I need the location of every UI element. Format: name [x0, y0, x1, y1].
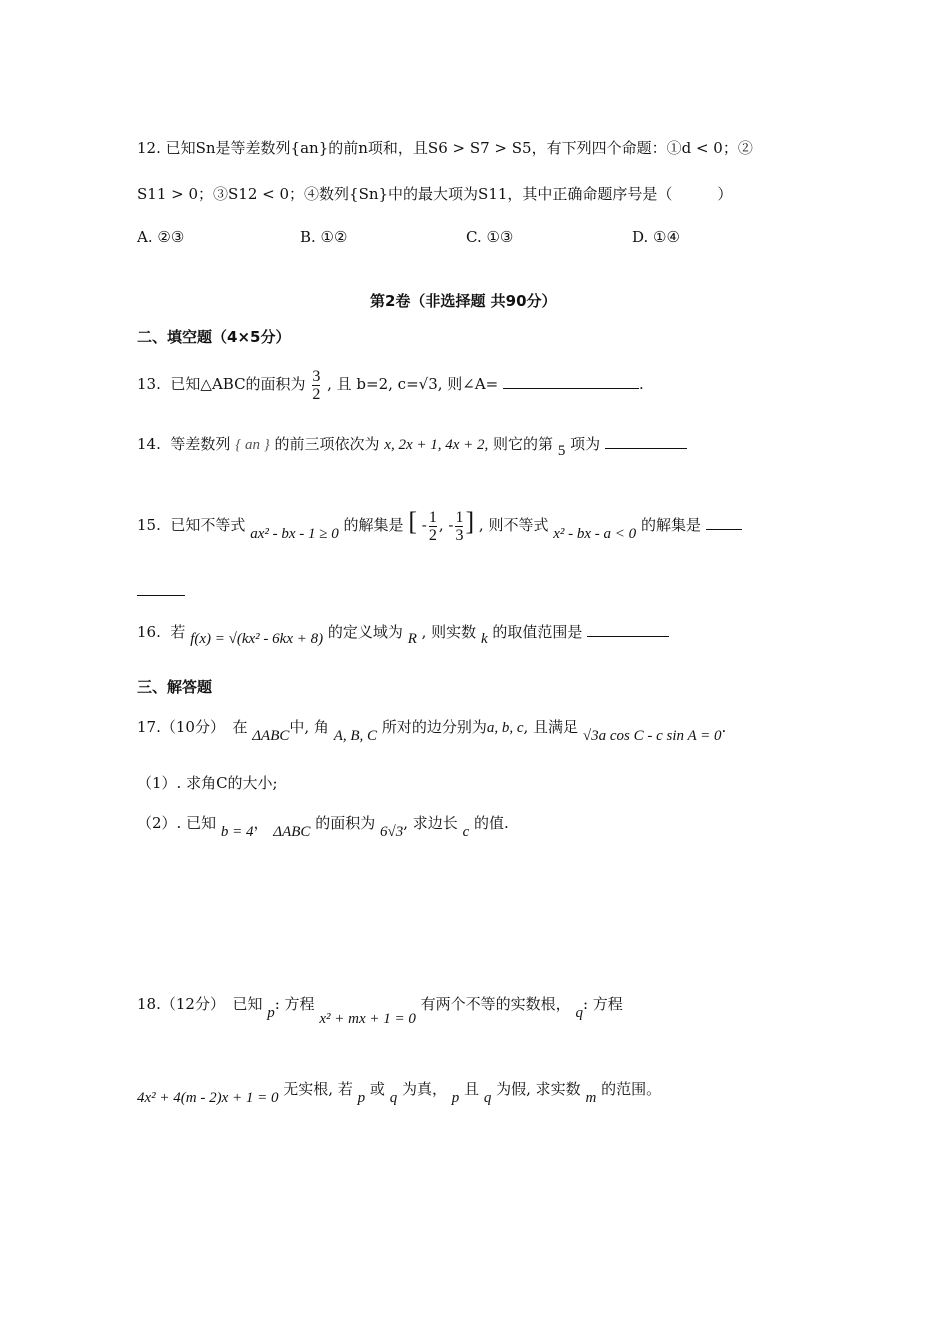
- q18-t5: 或: [369, 1080, 385, 1098]
- q16-text3: , 则实数: [421, 623, 477, 641]
- q16-text2: 的定义域为: [327, 623, 403, 641]
- q13-number: 13.: [137, 375, 161, 393]
- q17-t1: 中, 角: [289, 718, 329, 736]
- q16: [137, 620, 669, 647]
- q14-text1: 等差数列: [170, 435, 231, 453]
- q15-number: 15.: [137, 516, 161, 534]
- q16-function: f(x) = √(kx² - 6kx + 8): [190, 631, 324, 647]
- q16-text1: 若: [170, 623, 186, 641]
- q15-text1: 已知不等式: [170, 516, 246, 534]
- q14-five: 5: [557, 443, 566, 459]
- q17-sides: a, b, c: [486, 720, 524, 736]
- q18-t2: 有两个不等的实数根，: [420, 995, 571, 1013]
- q13-frac-top: 3: [312, 367, 321, 385]
- answer-heading: 三、解答题: [137, 678, 213, 696]
- q14-text3: 则它的第: [493, 435, 554, 453]
- q15: 15. 已知不等式 ax² - bx - 1 ≥ 0 的解集是 [ - $\frac{1}{2}$ , - $\frac{1}{3}$ ] , 则不等式 x² - bx - a < 0 的解集是: [137, 498, 742, 550]
- q15-frac-a-bot: 2: [428, 526, 437, 544]
- q16-R: R: [407, 631, 417, 647]
- q14: [137, 432, 687, 459]
- q15-interval: [: [408, 507, 417, 536]
- q17-p2-a: （2）. 已知: [137, 814, 217, 832]
- q18-t8: 为假, 求实数: [496, 1080, 581, 1098]
- q17-head: 17.（10分） 在: [137, 718, 248, 736]
- q14-answer-blank[interactable]: [605, 432, 687, 449]
- q15-frac-b: [455, 509, 463, 544]
- q13-pre: 已知△ABC的面积为: [170, 375, 306, 393]
- q13-end: .: [639, 375, 644, 393]
- q17-p2-c: ，: [253, 814, 269, 832]
- q14-terms: x, 2x + 1, 4x + 2,: [384, 437, 489, 453]
- q18-head: 18.（12分） 已知: [137, 995, 263, 1013]
- q16-text4: 的取值范围是: [492, 623, 583, 641]
- q15-text3: , 则不等式: [478, 516, 549, 534]
- q18-t4: 无实根, 若: [283, 1080, 353, 1098]
- q13-fraction: [312, 368, 320, 403]
- q16-answer-blank[interactable]: [587, 620, 669, 637]
- q16-k: k: [480, 631, 488, 647]
- q17-p2-g: , 求边长: [403, 814, 458, 832]
- q12-line2: [137, 183, 732, 205]
- q17-p2-h: c: [462, 824, 470, 840]
- q12-line1-text: 12. 已知Sn是等差数列{an}的前n项和，且S6 > S7 > S5，有下列四个命题：①d < 0；②: [137, 139, 753, 157]
- q15-frac-b-bot: 3: [455, 526, 464, 544]
- q17-p2-b: b = 4: [220, 824, 254, 840]
- q18-t7: 且: [464, 1080, 480, 1098]
- q18-q-3: q: [483, 1090, 492, 1106]
- q15-frac-a-top: 1: [428, 508, 437, 526]
- q15-text2: 的解集是: [343, 516, 404, 534]
- q14-text4: 项为: [570, 435, 601, 453]
- q12-option-b: B. ①②: [300, 228, 348, 246]
- q13-answer-blank[interactable]: [503, 372, 639, 389]
- q17-p2-e: 的面积为: [315, 814, 376, 832]
- q17-t3: , 且满足: [523, 718, 579, 736]
- q14-sequence: { an }: [235, 437, 270, 453]
- q18-line2: [137, 1078, 662, 1106]
- q17-end: .: [721, 718, 727, 736]
- q17-triangle: ΔABC: [252, 728, 290, 744]
- q18-p-3: p: [451, 1090, 460, 1106]
- q18-equation-2: 4x² + 4(m - 2)x + 1 = 0: [137, 1090, 279, 1106]
- q14-number: 14.: [137, 435, 161, 453]
- q17-p2-i: 的值.: [474, 814, 509, 832]
- q18-t3: : 方程: [582, 995, 623, 1013]
- q15-answer-blank-b[interactable]: [137, 595, 185, 596]
- q17-stem: [137, 716, 727, 744]
- q15-inequality-1: ax² - bx - 1 ≥ 0: [250, 526, 339, 542]
- q15-inequality-2: x² - bx - a < 0: [553, 526, 637, 542]
- q18-q: q: [575, 1005, 583, 1021]
- q18-t6: 为真，: [401, 1080, 447, 1098]
- q17-t2: 所对的边分别为: [381, 718, 487, 736]
- q18-p-2: p: [357, 1090, 366, 1106]
- q17-angles: A, B, C: [333, 728, 378, 744]
- q18-q-2: q: [389, 1090, 398, 1106]
- q18-m: m: [585, 1090, 597, 1106]
- q17-p2-f: 6√3: [380, 824, 404, 840]
- q12-option-c: C. ①③: [466, 228, 514, 246]
- q18-p: p: [267, 1005, 275, 1021]
- q17-part1: （1）. 求角C的大小;: [137, 774, 278, 792]
- q13-frac-bot: 2: [312, 385, 321, 403]
- q13-post: , 且 b=2, c=√3, 则∠A=: [327, 375, 499, 393]
- q17-equation: √3a cos C - c sin A = 0: [582, 728, 722, 744]
- q13: [137, 362, 644, 406]
- q17-p2-d: ΔABC: [273, 824, 311, 840]
- q15-text4: 的解集是: [640, 516, 701, 534]
- q12-line1: [137, 137, 753, 159]
- q12-option-d: D. ①④: [632, 228, 680, 246]
- q12-option-a: A. ②③: [137, 228, 185, 246]
- q16-number: 16.: [137, 623, 161, 641]
- q18-t1: : 方程: [274, 995, 315, 1013]
- q17-part2: [137, 812, 509, 840]
- q12-line2-text: S11 > 0；③S12 < 0；④数列{Sn}中的最大项为S11，其中正确命题序号是（ ）: [137, 185, 733, 203]
- q18-line1: [137, 993, 623, 1027]
- q15-answer-blank-a[interactable]: [706, 513, 742, 530]
- q18-t9: 的范围。: [601, 1080, 662, 1098]
- q15-frac-a: [429, 509, 437, 544]
- q14-text2: 的前三项依次为: [274, 435, 380, 453]
- q15-frac-b-top: 1: [455, 508, 464, 526]
- section2-title: 第2卷（非选择题 共90分）: [370, 292, 557, 310]
- q18-equation-1: x² + mx + 1 = 0: [319, 1011, 416, 1027]
- fill-heading: 二、填空题（4×5分）: [137, 328, 291, 346]
